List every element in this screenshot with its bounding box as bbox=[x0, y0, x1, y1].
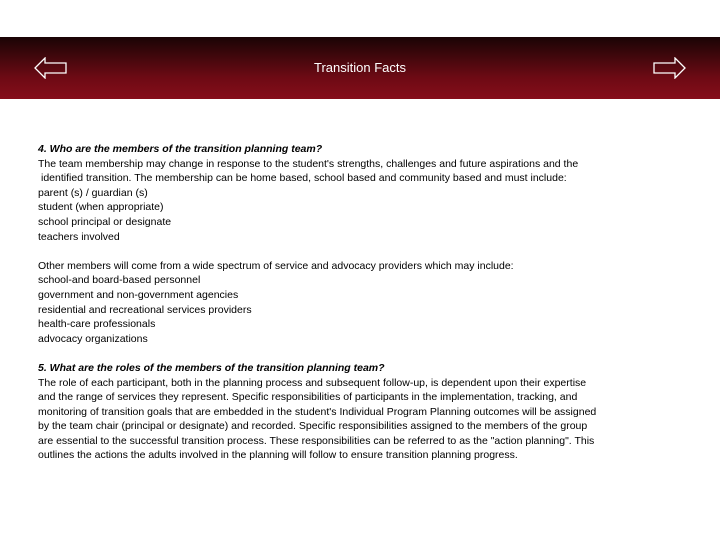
other-member-item: advocacy organizations bbox=[38, 332, 148, 345]
forward-button[interactable] bbox=[652, 57, 686, 84]
other-member-item: school-and board-based personnel bbox=[38, 274, 201, 287]
section-4-intro-line: identified transition. The membership can be home based, school based and community based and must include: bbox=[41, 172, 567, 185]
required-member-item: teachers involved bbox=[38, 230, 120, 243]
spacer bbox=[38, 244, 688, 259]
section-5-paragraph-line: monitoring of transition goals that are embedded in the student's Individual Program Planning outcomes will be assigned bbox=[38, 405, 597, 418]
other-members-intro: Other members will come from a wide spectrum of service and advocacy providers which may include: bbox=[38, 259, 514, 272]
section-5-paragraph-line: The role of each participant, both in the planning process and subsequent follow-up, is dependent upon their expertise bbox=[38, 376, 587, 389]
document-body bbox=[38, 142, 688, 463]
section-4 bbox=[38, 142, 688, 346]
spacer bbox=[38, 346, 688, 361]
section-5-paragraph-line: and the range of services they represent. Specific responsibilities of participants in the implementation, tracking, and bbox=[38, 391, 578, 404]
section-5-heading: 5. What are the roles of the members of the transition planning team? bbox=[38, 361, 385, 374]
right-arrow-icon bbox=[652, 57, 686, 79]
section-4-heading: 4. Who are the members of the transition planning team? bbox=[38, 143, 323, 155]
section-4-intro-line: The team membership may change in response to the student's strengths, challenges and future aspirations and the bbox=[38, 157, 579, 170]
other-member-item: health-care professionals bbox=[38, 318, 156, 331]
other-member-item: residential and recreational services providers bbox=[38, 303, 252, 316]
section-5-paragraph-line: are essential to the successful transition process. These responsibilities can be referred to as the "action planning". This bbox=[38, 434, 595, 447]
page-title: Transition Facts bbox=[314, 60, 406, 75]
required-member-item: parent (s) / guardian (s) bbox=[38, 186, 148, 199]
other-member-item: government and non-government agencies bbox=[38, 288, 239, 301]
section-5-paragraph-line: by the team chair (principal or designate) and recorded. Specific responsibilities assigned to the members of the group bbox=[38, 420, 588, 433]
section-5-paragraph-line: outlines the actions the adults involved in the planning will follow to ensure transition planning progress. bbox=[38, 449, 518, 462]
section-5 bbox=[38, 361, 688, 463]
required-member-item: school principal or designate bbox=[38, 215, 172, 228]
required-member-item: student (when appropriate) bbox=[38, 201, 164, 214]
header-banner bbox=[0, 37, 720, 99]
